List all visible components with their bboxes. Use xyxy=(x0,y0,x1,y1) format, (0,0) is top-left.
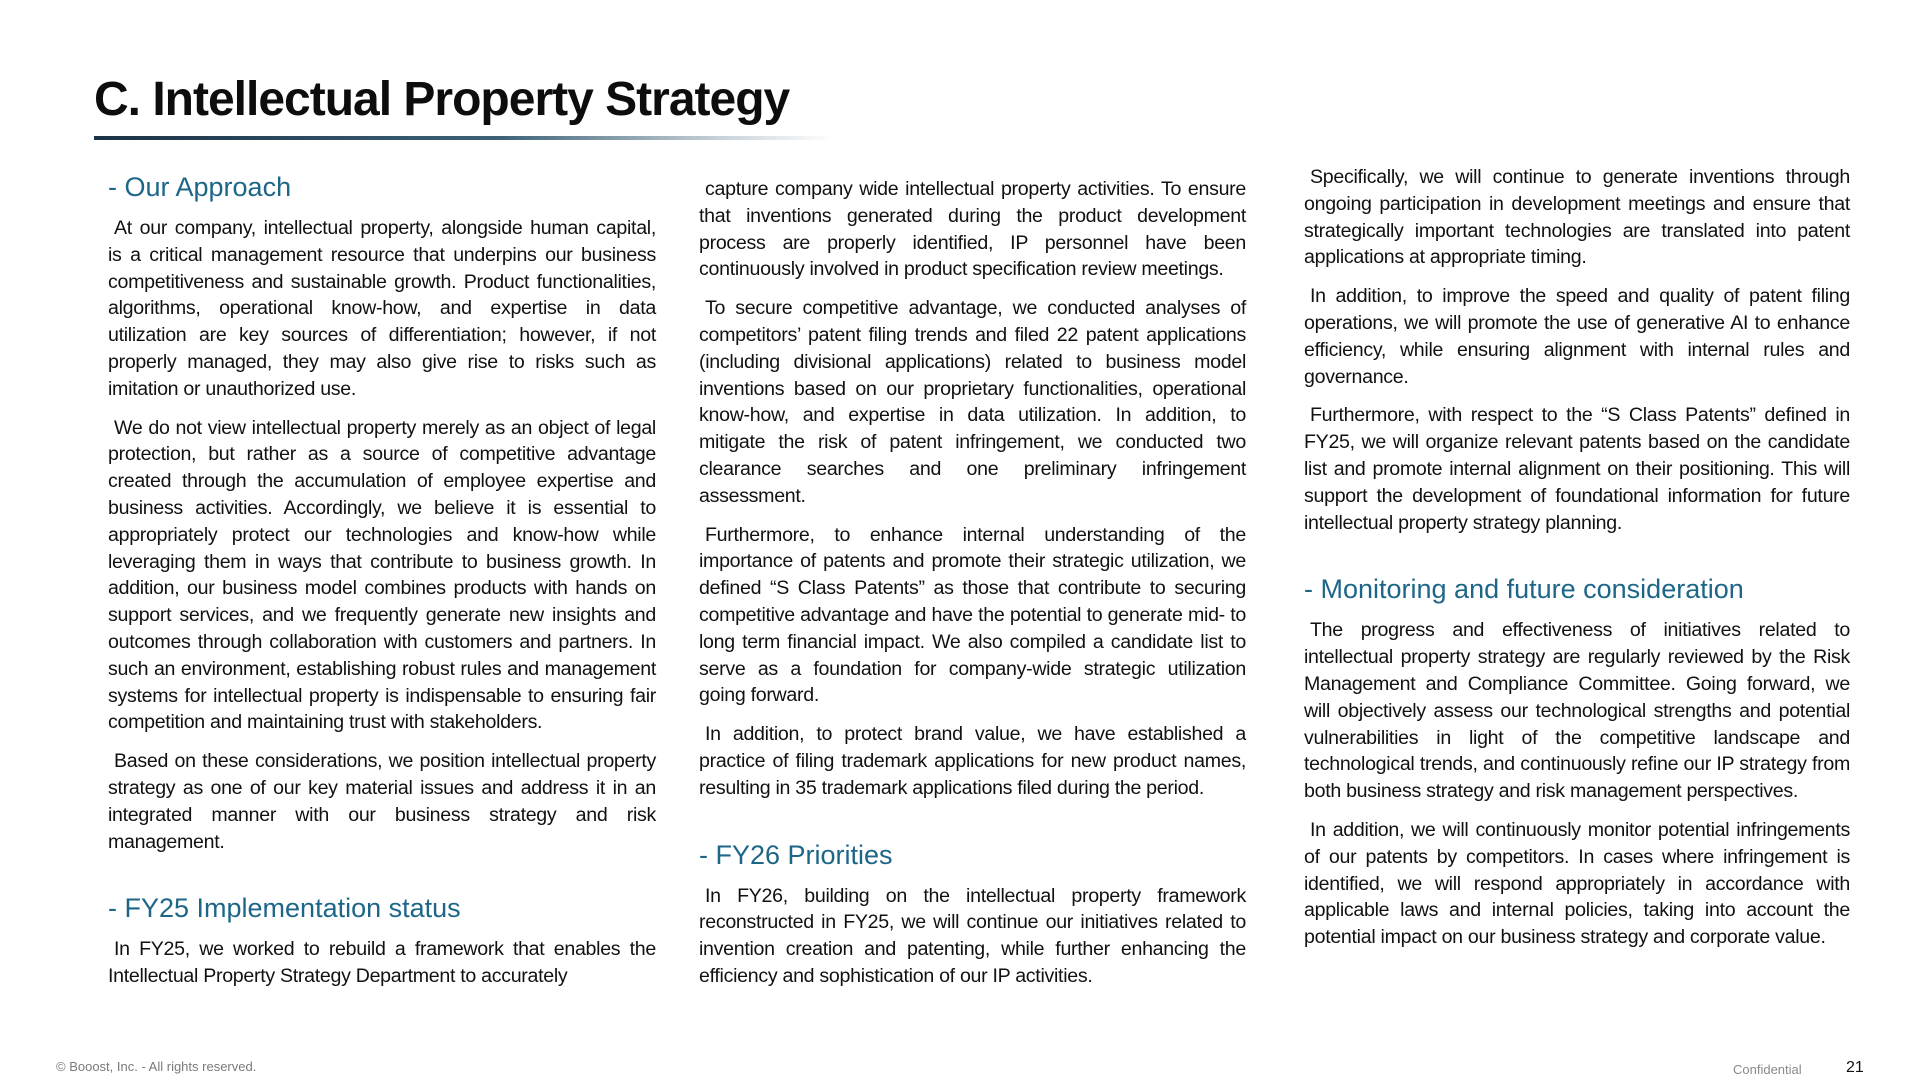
section-heading-fy25-status: - FY25 Implementation status xyxy=(108,893,461,924)
paragraph: The progress and effectiveness of initiatives related to intellectual property strategy are regularly reviewed by the Risk Management and Compliance Committee. Going forward, we will objectively assess our technological strengths and potential vulnerabilities in light of the competitive landscape and technological trends, and continuously refine our IP strategy from both business strategy and risk management perspectives. xyxy=(1304,619,1850,803)
column-middle xyxy=(699,176,1246,1002)
section-gap xyxy=(1304,548,1850,574)
section-gap xyxy=(108,867,656,893)
section-gap xyxy=(699,814,1246,840)
paragraph: Based on these considerations, we position intellectual property strategy as one of our key material issues and address it in an integrated manner with our business strategy and risk management. xyxy=(108,750,656,853)
section-heading-fy26-priorities: - FY26 Priorities xyxy=(699,839,893,870)
column-right xyxy=(1304,164,1850,963)
paragraph: In addition, to protect brand value, we have established a practice of filing trademark applications for new product names, resulting in 35 trademark applications filed during the period. xyxy=(699,723,1246,799)
paragraph: Furthermore, with respect to the “S Class Patents” defined in FY25, we will organize relevant patents based on the candidate list and promote internal alignment on their positioning. This will support the development of foundational information for future intellectual property strategy planning. xyxy=(1304,404,1850,534)
column-left xyxy=(108,172,656,1002)
paragraph: To secure competitive advantage, we conducted analyses of competitors’ patent filing trends and filed 22 patent applications (including divisional applications) related to business model inventions based on our proprietary functionalities, operational know-how, and expertise in data utilization. In addition, to mitigate the risk of patent infringement, we conducted two clearance searches and one preliminary infringement assessment. xyxy=(699,297,1246,507)
title-underline xyxy=(94,136,834,140)
paragraph: Specifically, we will continue to generate inventions through ongoing participation in development meetings and ensure that strategically important technologies are translated into patent applications at appropriate timing. xyxy=(1304,166,1850,269)
footer-copyright: © Booost, Inc. - All rights reserved. xyxy=(56,1059,257,1074)
page-title: C. Intellectual Property Strategy xyxy=(94,73,790,126)
section-heading-our-approach: - Our Approach xyxy=(108,172,292,202)
paragraph: In FY25, we worked to rebuild a framework that enables the Intellectual Property Strategy Department to accurately xyxy=(108,938,656,988)
paragraph: In addition, we will continuously monitor potential infringements of our patents by competitors. In cases where infringement is identified, we will respond appropriately in accordance with applicable laws and internal policies, taking into account the potential impact on our business strategy and corporate value. xyxy=(1304,818,1850,949)
paragraph: In addition, to improve the speed and quality of patent filing operations, we will promote the use of generative AI to enhance efficiency, while ensuring alignment with internal rules and governance. xyxy=(1304,285,1850,388)
paragraph: capture company wide intellectual property activities. To ensure that inventions generated during the product development process are properly identified, IP personnel have been continuously involved in product specification review meetings. xyxy=(699,178,1246,281)
page-number: 21 xyxy=(1846,1059,1864,1076)
paragraph: We do not view intellectual property merely as an object of legal protection, but rather as a source of competitive advantage created through the accumulation of employee expertise and business activities. Accordingly, we believe it is essential to appropriately protect our technologies and know-how while leveraging them in ways that contribute to business growth. In addition, our business model combines products with hands on support services, and we frequently generate new insights and outcomes through collaboration with customers and partners. In such an environment, establishing robust rules and management systems for intellectual property is indispensable to ensuring fair competition and maintaining trust with stakeholders. xyxy=(108,416,656,734)
paragraph: In FY26, building on the intellectual property framework reconstructed in FY25, we will continue our initiatives related to invention creation and patenting, while further enhancing the efficiency and sophistication of our IP activities. xyxy=(699,884,1246,987)
paragraph: Furthermore, to enhance internal understanding of the importance of patents and promote their strategic utilization, we defined “S Class Patents” as those that contribute to securing competitive advantage and have the potential to generate mid- to long term financial impact. We also compiled a candidate list to serve as a foundation for company-wide strategic utilization going forward. xyxy=(699,523,1246,707)
footer-confidential-label: Confidential xyxy=(1733,1062,1802,1077)
paragraph: At our company, intellectual property, alongside human capital, is a critical management resource that underpins our business competitiveness and sustainable growth. Product functionalities, algorithms, operational know-how, and expertise in data utilization are key sources of differentiation; however, if not properly managed, they may also give rise to risks such as imitation or unauthorized use. xyxy=(108,217,656,400)
section-heading-monitoring: - Monitoring and future consideration xyxy=(1304,574,1744,605)
